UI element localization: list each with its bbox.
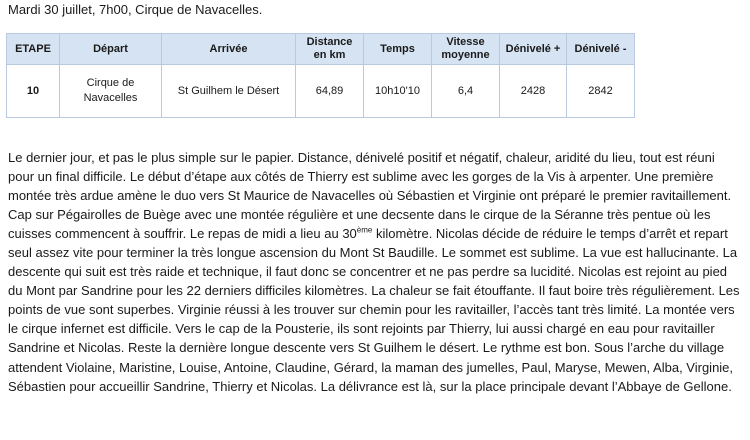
column-header-temps: Temps [364, 34, 432, 65]
table-header-row [7, 34, 635, 65]
header-title: Mardi 30 juillet, 7h00, Cirque de Navacelles. [8, 2, 263, 17]
column-header-vitesse: Vitesse moyenne [432, 34, 500, 65]
cell-depart: Cirque de Navacelles [60, 65, 162, 118]
stage-table [6, 33, 635, 118]
cell-temps: 10h10'10 [364, 65, 432, 118]
narrative-paragraph [8, 148, 740, 396]
table-row [7, 65, 635, 118]
column-header-etape: ETAPE [7, 34, 60, 65]
column-header-distance: Distance en km [296, 34, 364, 65]
cell-arrivee: St Guilhem le Désert [162, 65, 296, 118]
ordinal-superscript: ème [356, 225, 373, 235]
column-header-denivele-moins: Dénivelé - [567, 34, 635, 65]
column-header-depart: Départ [60, 34, 162, 65]
narrative-text-start: Le dernier jour, et pas le plus simple sur le papier. Distance, dénivelé positif et négatif, chaleur, aridité du lieu, tout est réuni pour un final difficile. Le début d’étape aux côtés de Thierry est sublime avec les gorges de la Vis à arpenter. Une première montée très ardue amène le duo vers St Maurice de Navacelles où Sébastien et Virginie ont préparé le premier ravitaillement. Cap sur Pégairolles de Buège avec une montée régulière et une decsente dans le cirque de la Séranne très pentue où les cuisses commencent à souffrir. Le repas de midi a lieu au 30 [8, 150, 732, 242]
cell-vitesse: 6,4 [432, 65, 500, 118]
column-header-denivele-plus: Dénivelé + [500, 34, 567, 65]
cell-denivele-moins: 2842 [567, 65, 635, 118]
cell-etape: 10 [7, 65, 60, 118]
narrative-text-end: kilomètre. Nicolas décide de réduire le temps d’arrêt et repart seul assez vite pour terminer la très longue ascension du Mont St Baudille. Le sommet est sublime. La vue est hallucinante. La descente qui suit est très raide et technique, il faut donc se concentrer et ne pas perdre sa lucidité. Nicolas est rejoint au pied du Mont par Sandrine pour les 22 derniers difficiles kilomètres. La chaleur se fait étouffante. Il faut boire très régulièrement. Les points de vue sont superbes. Virginie réussi à les trouver sur chemin pour les ravitailler, l’accès tant très limité. La montée vers le cirque infernet est difficile. Vers le cap de la Pousterie, ils sont rejoints par Thierry, lui aussi chargé en eau pour ravitailler Sandrine et Nicolas. Reste la dernière longue descente vers St Guilhem le désert. Le rythme est bon. Sous l’arche du village attendent Violaine, Maristine, Louise, Antoine, Claudine, Gérard, la maman des jumelles, Paul, Maryse, Mewen, Alba, Virginie, Sébastien pour accueillir Sandrine, Thierry et Nicolas. La délivrance est là, sur la place principale devant l’Abbaye de Gellone. [8, 226, 740, 394]
cell-denivele-plus: 2428 [500, 65, 567, 118]
cell-distance: 64,89 [296, 65, 364, 118]
column-header-arrivee: Arrivée [162, 34, 296, 65]
